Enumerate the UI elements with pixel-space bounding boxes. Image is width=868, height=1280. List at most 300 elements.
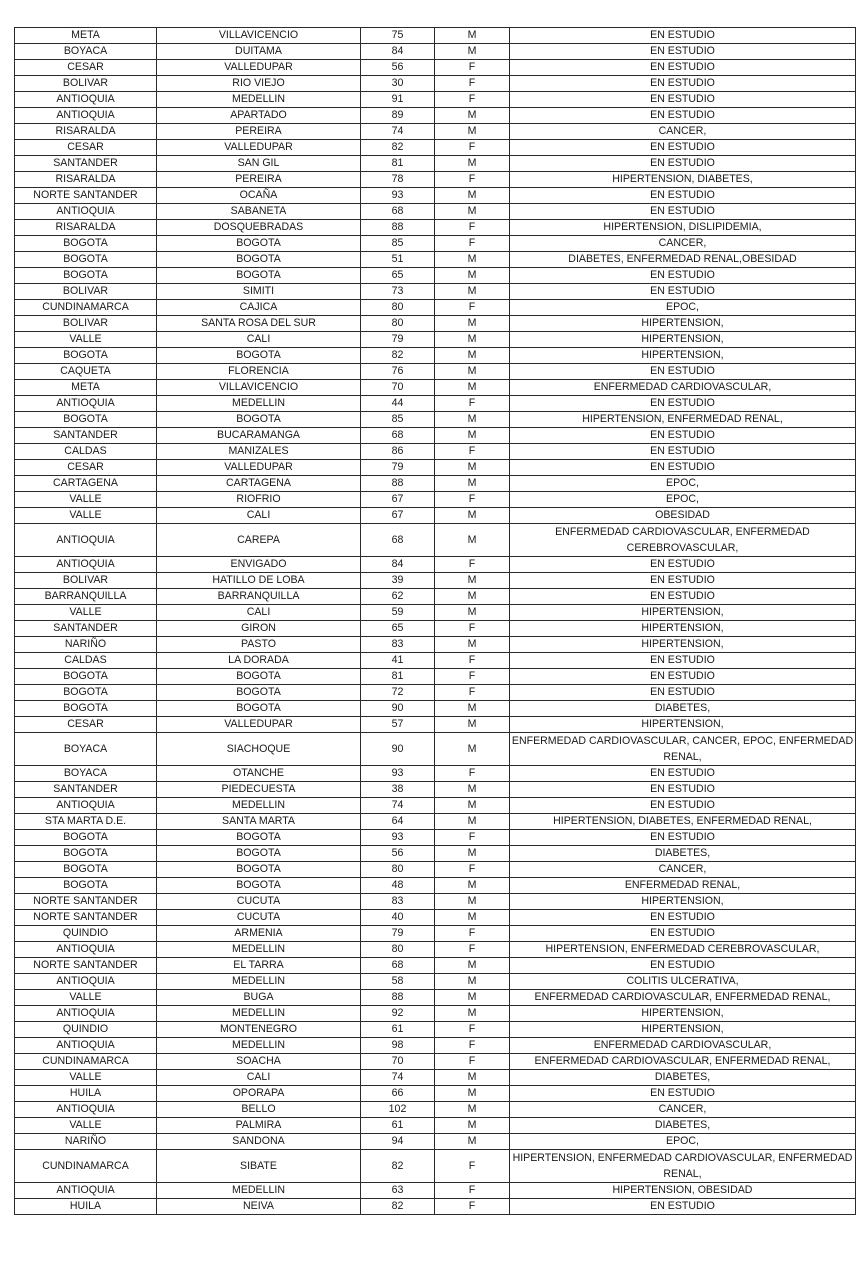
condition-cell: EN ESTUDIO: [510, 798, 856, 814]
municipality-cell: BOGOTA: [157, 252, 361, 268]
condition-cell: DIABETES, ENFERMEDAD RENAL,OBESIDAD: [510, 252, 856, 268]
sex-cell: M: [435, 156, 510, 172]
department-cell: BOGOTA: [15, 846, 157, 862]
condition-cell: EN ESTUDIO: [510, 557, 856, 573]
sex-cell: M: [435, 1070, 510, 1086]
age-cell: 88: [361, 476, 435, 492]
department-cell: HUILA: [15, 1086, 157, 1102]
condition-cell: EN ESTUDIO: [510, 1086, 856, 1102]
age-cell: 81: [361, 669, 435, 685]
department-cell: CUNDINAMARCA: [15, 1054, 157, 1070]
municipality-cell: MANIZALES: [157, 444, 361, 460]
municipality-cell: DOSQUEBRADAS: [157, 220, 361, 236]
department-cell: BOGOTA: [15, 236, 157, 252]
sex-cell: M: [435, 733, 510, 766]
municipality-cell: BOGOTA: [157, 862, 361, 878]
age-cell: 41: [361, 653, 435, 669]
table-row: [15, 364, 856, 380]
table-row: [15, 524, 856, 557]
department-cell: BOGOTA: [15, 685, 157, 701]
sex-cell: M: [435, 204, 510, 220]
table-row: [15, 653, 856, 669]
table-row: [15, 1183, 856, 1199]
municipality-cell: ENVIGADO: [157, 557, 361, 573]
age-cell: 85: [361, 236, 435, 252]
sex-cell: F: [435, 60, 510, 76]
table-row: [15, 268, 856, 284]
condition-cell: HIPERTENSION,: [510, 605, 856, 621]
department-cell: STA MARTA D.E.: [15, 814, 157, 830]
table-row: [15, 76, 856, 92]
age-cell: 65: [361, 268, 435, 284]
age-cell: 85: [361, 412, 435, 428]
municipality-cell: MEDELLIN: [157, 1006, 361, 1022]
age-cell: 83: [361, 894, 435, 910]
municipality-cell: HATILLO DE LOBA: [157, 573, 361, 589]
sex-cell: F: [435, 653, 510, 669]
sex-cell: M: [435, 524, 510, 557]
sex-cell: F: [435, 862, 510, 878]
municipality-cell: BUGA: [157, 990, 361, 1006]
table-row: [15, 557, 856, 573]
department-cell: BOYACA: [15, 733, 157, 766]
condition-cell: DIABETES,: [510, 846, 856, 862]
municipality-cell: BOGOTA: [157, 878, 361, 894]
condition-cell: EPOC,: [510, 476, 856, 492]
municipality-cell: BOGOTA: [157, 846, 361, 862]
sex-cell: F: [435, 1150, 510, 1183]
sex-cell: F: [435, 1054, 510, 1070]
age-cell: 102: [361, 1102, 435, 1118]
municipality-cell: CAREPA: [157, 524, 361, 557]
age-cell: 78: [361, 172, 435, 188]
table-row: [15, 926, 856, 942]
department-cell: BOGOTA: [15, 878, 157, 894]
department-cell: ANTIOQUIA: [15, 396, 157, 412]
department-cell: ANTIOQUIA: [15, 1102, 157, 1118]
department-cell: CUNDINAMARCA: [15, 300, 157, 316]
department-cell: SANTANDER: [15, 428, 157, 444]
condition-cell: ENFERMEDAD CARDIOVASCULAR,: [510, 380, 856, 396]
municipality-cell: MEDELLIN: [157, 974, 361, 990]
department-cell: ANTIOQUIA: [15, 108, 157, 124]
municipality-cell: MEDELLIN: [157, 92, 361, 108]
department-cell: ANTIOQUIA: [15, 524, 157, 557]
age-cell: 44: [361, 396, 435, 412]
sex-cell: M: [435, 364, 510, 380]
department-cell: VALLE: [15, 508, 157, 524]
department-cell: ANTIOQUIA: [15, 1038, 157, 1054]
sex-cell: M: [435, 44, 510, 60]
sex-cell: M: [435, 878, 510, 894]
age-cell: 88: [361, 220, 435, 236]
department-cell: ANTIOQUIA: [15, 798, 157, 814]
table-row: [15, 252, 856, 268]
department-cell: CALDAS: [15, 653, 157, 669]
age-cell: 80: [361, 316, 435, 332]
age-cell: 80: [361, 942, 435, 958]
table-row: [15, 605, 856, 621]
age-cell: 81: [361, 156, 435, 172]
table-row: [15, 621, 856, 637]
condition-cell: EN ESTUDIO: [510, 782, 856, 798]
sex-cell: F: [435, 926, 510, 942]
department-cell: RISARALDA: [15, 124, 157, 140]
table-row: [15, 1102, 856, 1118]
age-cell: 62: [361, 589, 435, 605]
department-cell: CAQUETA: [15, 364, 157, 380]
age-cell: 40: [361, 910, 435, 926]
table-row: [15, 733, 856, 766]
age-cell: 80: [361, 300, 435, 316]
municipality-cell: RIOFRIO: [157, 492, 361, 508]
condition-cell: DIABETES,: [510, 1118, 856, 1134]
condition-cell: HIPERTENSION,: [510, 637, 856, 653]
department-cell: BOLIVAR: [15, 573, 157, 589]
age-cell: 73: [361, 284, 435, 300]
condition-cell: EN ESTUDIO: [510, 76, 856, 92]
department-cell: RISARALDA: [15, 172, 157, 188]
condition-cell: EN ESTUDIO: [510, 44, 856, 60]
sex-cell: F: [435, 396, 510, 412]
condition-cell: EN ESTUDIO: [510, 910, 856, 926]
condition-cell: HIPERTENSION, OBESIDAD: [510, 1183, 856, 1199]
table-row: [15, 348, 856, 364]
condition-cell: EN ESTUDIO: [510, 926, 856, 942]
department-cell: BOGOTA: [15, 348, 157, 364]
department-cell: SANTANDER: [15, 156, 157, 172]
age-cell: 90: [361, 701, 435, 717]
age-cell: 51: [361, 252, 435, 268]
condition-cell: EN ESTUDIO: [510, 1199, 856, 1215]
condition-cell: ENFERMEDAD RENAL,: [510, 878, 856, 894]
age-cell: 58: [361, 974, 435, 990]
table-row: [15, 1199, 856, 1215]
sex-cell: F: [435, 140, 510, 156]
age-cell: 92: [361, 1006, 435, 1022]
table-row: [15, 1086, 856, 1102]
age-cell: 64: [361, 814, 435, 830]
age-cell: 68: [361, 524, 435, 557]
municipality-cell: BOGOTA: [157, 236, 361, 252]
department-cell: NARIÑO: [15, 1134, 157, 1150]
age-cell: 88: [361, 990, 435, 1006]
department-cell: VALLE: [15, 1118, 157, 1134]
age-cell: 94: [361, 1134, 435, 1150]
municipality-cell: VALLEDUPAR: [157, 460, 361, 476]
department-cell: ANTIOQUIA: [15, 942, 157, 958]
department-cell: CESAR: [15, 717, 157, 733]
table-row: [15, 140, 856, 156]
department-cell: META: [15, 380, 157, 396]
table-row: [15, 910, 856, 926]
condition-cell: EPOC,: [510, 300, 856, 316]
condition-cell: EPOC,: [510, 1134, 856, 1150]
department-cell: SANTANDER: [15, 621, 157, 637]
age-cell: 63: [361, 1183, 435, 1199]
municipality-cell: BELLO: [157, 1102, 361, 1118]
table-row: [15, 236, 856, 252]
age-cell: 39: [361, 573, 435, 589]
department-cell: ANTIOQUIA: [15, 1183, 157, 1199]
municipality-cell: SIACHOQUE: [157, 733, 361, 766]
table-row: [15, 508, 856, 524]
department-cell: ANTIOQUIA: [15, 204, 157, 220]
department-cell: BOYACA: [15, 766, 157, 782]
table-row: [15, 108, 856, 124]
patients-table: [14, 27, 856, 1215]
condition-cell: EN ESTUDIO: [510, 60, 856, 76]
table-row: [15, 1150, 856, 1183]
municipality-cell: MONTENEGRO: [157, 1022, 361, 1038]
condition-cell: EN ESTUDIO: [510, 188, 856, 204]
condition-cell: COLITIS ULCERATIVA,: [510, 974, 856, 990]
municipality-cell: SOACHA: [157, 1054, 361, 1070]
department-cell: CARTAGENA: [15, 476, 157, 492]
municipality-cell: CALI: [157, 605, 361, 621]
table-row: [15, 1070, 856, 1086]
age-cell: 82: [361, 140, 435, 156]
table-row: [15, 830, 856, 846]
condition-cell: ENFERMEDAD CARDIOVASCULAR, ENFERMEDAD CEREBROVASCULAR,: [510, 524, 856, 557]
condition-cell: CANCER,: [510, 862, 856, 878]
sex-cell: M: [435, 268, 510, 284]
age-cell: 30: [361, 76, 435, 92]
municipality-cell: BOGOTA: [157, 685, 361, 701]
sex-cell: M: [435, 476, 510, 492]
condition-cell: ENFERMEDAD CARDIOVASCULAR, ENFERMEDAD RENAL,: [510, 990, 856, 1006]
table-row: [15, 300, 856, 316]
sex-cell: F: [435, 669, 510, 685]
department-cell: ANTIOQUIA: [15, 92, 157, 108]
sex-cell: M: [435, 28, 510, 44]
municipality-cell: OTANCHE: [157, 766, 361, 782]
table-row: [15, 380, 856, 396]
table-row: [15, 878, 856, 894]
age-cell: 72: [361, 685, 435, 701]
municipality-cell: PEREIRA: [157, 124, 361, 140]
table-row: [15, 172, 856, 188]
municipality-cell: CARTAGENA: [157, 476, 361, 492]
department-cell: SANTANDER: [15, 782, 157, 798]
age-cell: 83: [361, 637, 435, 653]
sex-cell: F: [435, 830, 510, 846]
department-cell: CESAR: [15, 60, 157, 76]
municipality-cell: SANTA MARTA: [157, 814, 361, 830]
condition-cell: ENFERMEDAD CARDIOVASCULAR,: [510, 1038, 856, 1054]
municipality-cell: CALI: [157, 1070, 361, 1086]
municipality-cell: SAN GIL: [157, 156, 361, 172]
condition-cell: EN ESTUDIO: [510, 108, 856, 124]
sex-cell: M: [435, 284, 510, 300]
table-row: [15, 316, 856, 332]
table-row: [15, 669, 856, 685]
municipality-cell: OPORAPA: [157, 1086, 361, 1102]
sex-cell: M: [435, 910, 510, 926]
table-row: [15, 862, 856, 878]
condition-cell: HIPERTENSION, ENFERMEDAD RENAL,: [510, 412, 856, 428]
sex-cell: F: [435, 220, 510, 236]
table-row: [15, 60, 856, 76]
sex-cell: F: [435, 76, 510, 92]
department-cell: NORTE SANTANDER: [15, 188, 157, 204]
table-row: [15, 766, 856, 782]
municipality-cell: SABANETA: [157, 204, 361, 220]
condition-cell: EN ESTUDIO: [510, 140, 856, 156]
age-cell: 93: [361, 766, 435, 782]
sex-cell: M: [435, 798, 510, 814]
table-row: [15, 637, 856, 653]
department-cell: ANTIOQUIA: [15, 974, 157, 990]
table-row: [15, 1054, 856, 1070]
condition-cell: HIPERTENSION, DISLIPIDEMIA,: [510, 220, 856, 236]
municipality-cell: MEDELLIN: [157, 396, 361, 412]
municipality-cell: PALMIRA: [157, 1118, 361, 1134]
municipality-cell: SIMITI: [157, 284, 361, 300]
sex-cell: F: [435, 92, 510, 108]
table-row: [15, 396, 856, 412]
sex-cell: F: [435, 444, 510, 460]
sex-cell: F: [435, 942, 510, 958]
age-cell: 91: [361, 92, 435, 108]
condition-cell: EN ESTUDIO: [510, 830, 856, 846]
municipality-cell: CUCUTA: [157, 894, 361, 910]
sex-cell: F: [435, 236, 510, 252]
condition-cell: EN ESTUDIO: [510, 460, 856, 476]
department-cell: BOYACA: [15, 44, 157, 60]
sex-cell: M: [435, 1086, 510, 1102]
sex-cell: M: [435, 1134, 510, 1150]
condition-cell: EN ESTUDIO: [510, 364, 856, 380]
table-row: [15, 589, 856, 605]
municipality-cell: DUITAMA: [157, 44, 361, 60]
sex-cell: M: [435, 332, 510, 348]
condition-cell: EN ESTUDIO: [510, 268, 856, 284]
condition-cell: HIPERTENSION, ENFERMEDAD CARDIOVASCULAR, ENFERMEDAD RENAL,: [510, 1150, 856, 1183]
condition-cell: EN ESTUDIO: [510, 284, 856, 300]
department-cell: BOGOTA: [15, 701, 157, 717]
department-cell: BOLIVAR: [15, 284, 157, 300]
age-cell: 68: [361, 958, 435, 974]
department-cell: CESAR: [15, 460, 157, 476]
sex-cell: M: [435, 894, 510, 910]
age-cell: 86: [361, 444, 435, 460]
municipality-cell: VALLEDUPAR: [157, 60, 361, 76]
department-cell: NORTE SANTANDER: [15, 958, 157, 974]
condition-cell: HIPERTENSION,: [510, 717, 856, 733]
table-row: [15, 492, 856, 508]
condition-cell: HIPERTENSION,: [510, 1006, 856, 1022]
sex-cell: M: [435, 637, 510, 653]
sex-cell: M: [435, 814, 510, 830]
age-cell: 90: [361, 733, 435, 766]
sex-cell: M: [435, 188, 510, 204]
department-cell: BOGOTA: [15, 669, 157, 685]
sex-cell: F: [435, 300, 510, 316]
municipality-cell: VALLEDUPAR: [157, 140, 361, 156]
age-cell: 68: [361, 204, 435, 220]
sex-cell: M: [435, 958, 510, 974]
condition-cell: OBESIDAD: [510, 508, 856, 524]
table-row: [15, 1118, 856, 1134]
age-cell: 74: [361, 124, 435, 140]
condition-cell: HIPERTENSION, ENFERMEDAD CEREBROVASCULAR,: [510, 942, 856, 958]
municipality-cell: CALI: [157, 508, 361, 524]
sex-cell: M: [435, 428, 510, 444]
table-row: [15, 284, 856, 300]
municipality-cell: PASTO: [157, 637, 361, 653]
municipality-cell: CUCUTA: [157, 910, 361, 926]
condition-cell: DIABETES,: [510, 701, 856, 717]
age-cell: 66: [361, 1086, 435, 1102]
age-cell: 80: [361, 862, 435, 878]
condition-cell: EN ESTUDIO: [510, 92, 856, 108]
department-cell: NARIÑO: [15, 637, 157, 653]
sex-cell: M: [435, 1006, 510, 1022]
age-cell: 98: [361, 1038, 435, 1054]
table-row: [15, 942, 856, 958]
municipality-cell: OCAÑA: [157, 188, 361, 204]
department-cell: HUILA: [15, 1199, 157, 1215]
sex-cell: M: [435, 605, 510, 621]
sex-cell: M: [435, 460, 510, 476]
department-cell: BOLIVAR: [15, 76, 157, 92]
sex-cell: M: [435, 1118, 510, 1134]
table-row: [15, 28, 856, 44]
table-row: [15, 204, 856, 220]
condition-cell: EN ESTUDIO: [510, 573, 856, 589]
table-row: [15, 220, 856, 236]
age-cell: 61: [361, 1022, 435, 1038]
condition-cell: CANCER,: [510, 124, 856, 140]
municipality-cell: BOGOTA: [157, 701, 361, 717]
condition-cell: HIPERTENSION,: [510, 332, 856, 348]
age-cell: 65: [361, 621, 435, 637]
condition-cell: EPOC,: [510, 492, 856, 508]
department-cell: BOGOTA: [15, 862, 157, 878]
condition-cell: EN ESTUDIO: [510, 428, 856, 444]
sex-cell: M: [435, 846, 510, 862]
sex-cell: M: [435, 717, 510, 733]
department-cell: BOGOTA: [15, 268, 157, 284]
age-cell: 61: [361, 1118, 435, 1134]
sex-cell: M: [435, 974, 510, 990]
age-cell: 93: [361, 830, 435, 846]
sex-cell: F: [435, 172, 510, 188]
condition-cell: DIABETES,: [510, 1070, 856, 1086]
municipality-cell: BUCARAMANGA: [157, 428, 361, 444]
municipality-cell: BOGOTA: [157, 669, 361, 685]
condition-cell: EN ESTUDIO: [510, 156, 856, 172]
municipality-cell: BOGOTA: [157, 268, 361, 284]
age-cell: 70: [361, 1054, 435, 1070]
table-row: [15, 958, 856, 974]
condition-cell: HIPERTENSION,: [510, 316, 856, 332]
table-row: [15, 460, 856, 476]
sex-cell: M: [435, 412, 510, 428]
age-cell: 56: [361, 846, 435, 862]
age-cell: 67: [361, 492, 435, 508]
condition-cell: EN ESTUDIO: [510, 444, 856, 460]
patients-table-body: [15, 28, 856, 1215]
sex-cell: M: [435, 990, 510, 1006]
condition-cell: ENFERMEDAD CARDIOVASCULAR, ENFERMEDAD RENAL,: [510, 1054, 856, 1070]
municipality-cell: CALI: [157, 332, 361, 348]
table-row: [15, 894, 856, 910]
age-cell: 84: [361, 44, 435, 60]
table-row: [15, 974, 856, 990]
sex-cell: M: [435, 589, 510, 605]
